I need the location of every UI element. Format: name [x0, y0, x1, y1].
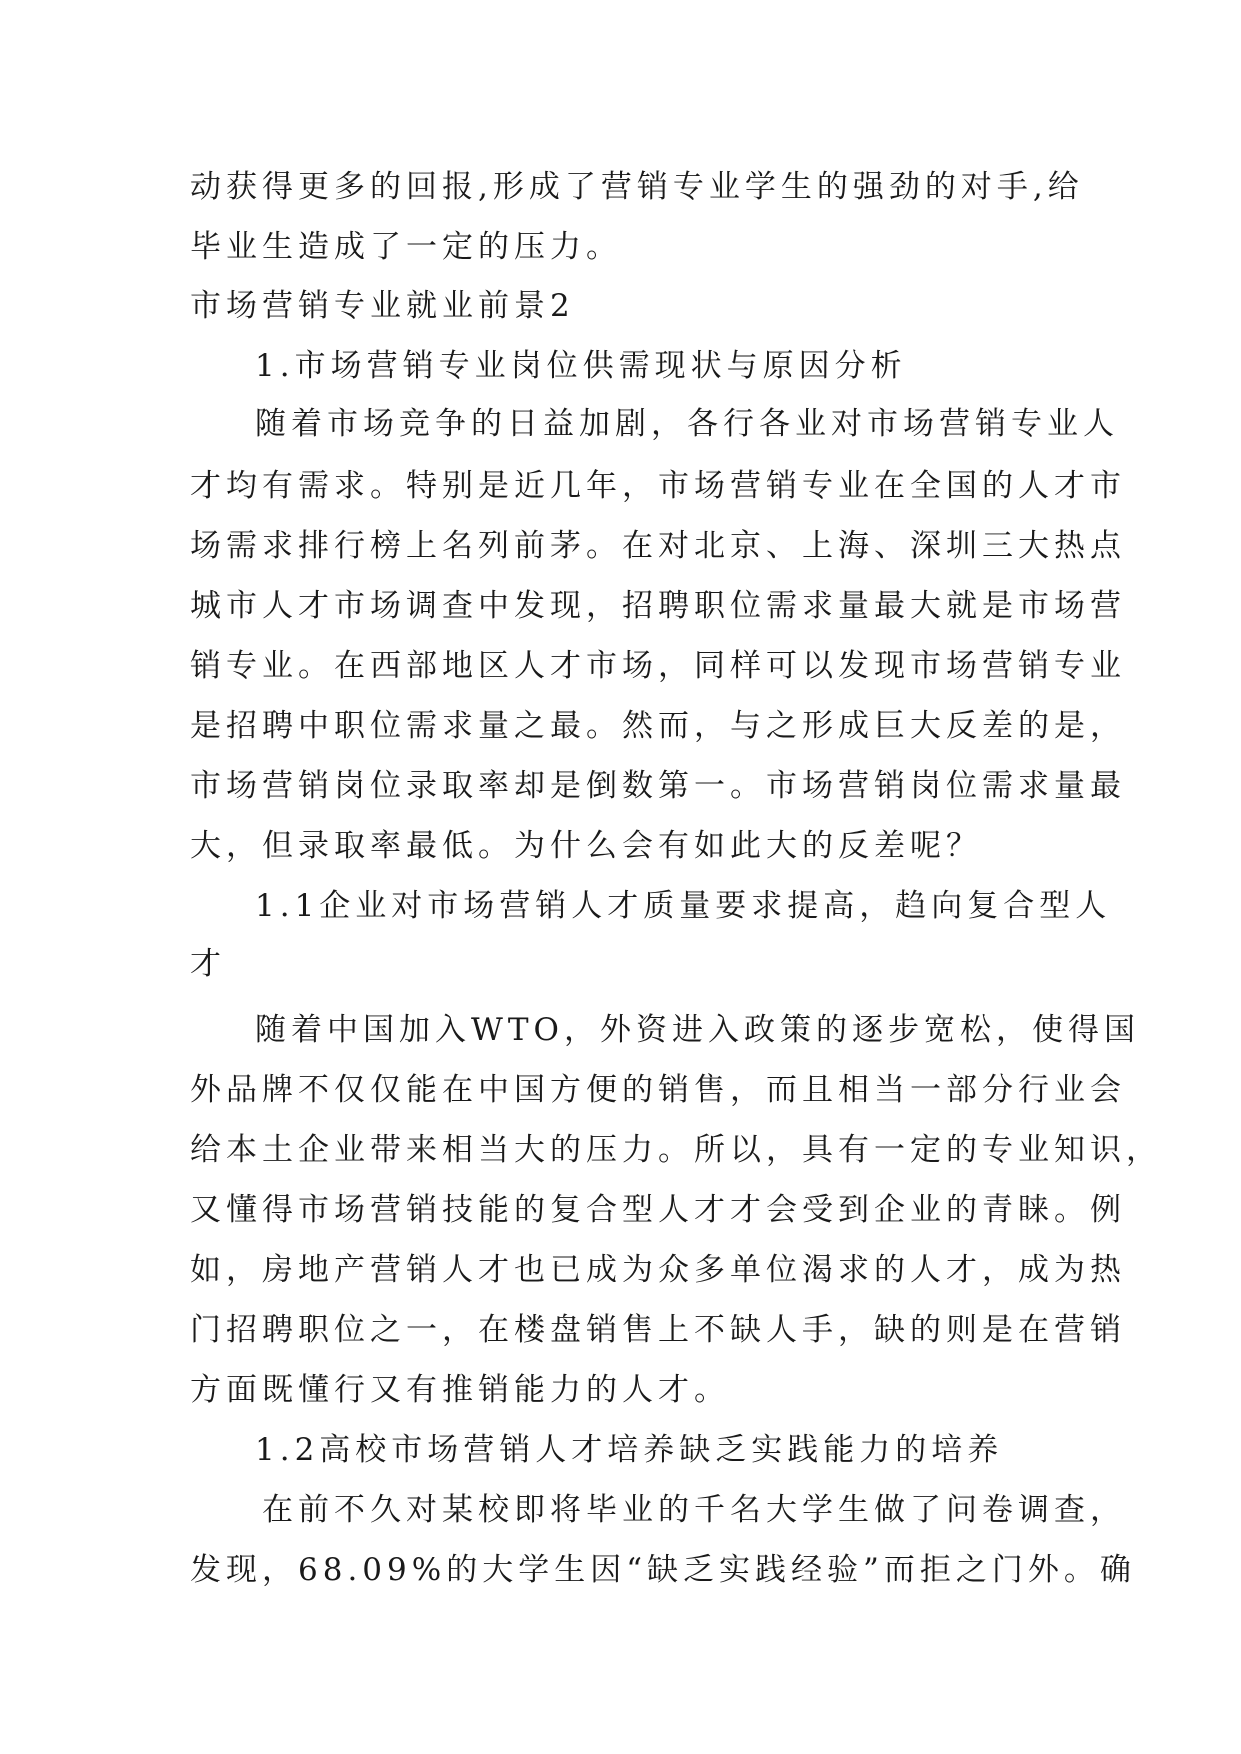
text-line: 大，但录取率最低。为什么会有如此大的反差呢？ [190, 828, 982, 864]
text-line: 城市人才市场调查中发现，招聘职位需求量最大就是市场营 [190, 588, 1126, 624]
text-line: 市场营销岗位录取率却是倒数第一。市场营销岗位需求量最 [190, 768, 1126, 804]
text-line: 门招聘职位之一，在楼盘销售上不缺人手，缺的则是在营销 [190, 1312, 1126, 1348]
text-line: 动获得更多的回报,形成了营销专业学生的强劲的对手,给 [190, 169, 1084, 205]
text-line: 方面既懂行又有推销能力的人才。 [190, 1372, 730, 1408]
text-line: 又懂得市场营销技能的复合型人才才会受到企业的青睐。例 [190, 1192, 1126, 1228]
text-line: 外品牌不仅仅能在中国方便的销售，而且相当一部分行业会 [190, 1072, 1126, 1108]
subsection-heading: 1.市场营销专业岗位供需现状与原因分析 [255, 348, 907, 384]
text-line: 才 [190, 946, 226, 982]
paragraph-first-line: 随着中国加入WTO，外资进入政策的逐步宽松，使得国 [255, 1012, 1140, 1048]
paragraph-first-line: 在前不久对某校即将毕业的千名大学生做了问卷调查， [262, 1492, 1126, 1528]
text-line: 发现，68.09%的大学生因“缺乏实践经验”而拒之门外。确 [190, 1552, 1136, 1588]
subsection-heading: 1.2高校市场营销人才培养缺乏实践能力的培养 [255, 1432, 1004, 1468]
text-line: 毕业生造成了一定的压力。 [190, 229, 622, 265]
subsection-heading: 1.1企业对市场营销人才质量要求提高，趋向复合型人 [255, 888, 1112, 924]
text-line: 如，房地产营销人才也已成为众多单位渴求的人才，成为热 [190, 1252, 1126, 1288]
text-line: 是招聘中职位需求量之最。然而，与之形成巨大反差的是， [190, 708, 1126, 744]
text-line: 销专业。在西部地区人才市场，同样可以发现市场营销专业 [190, 648, 1126, 684]
paragraph-first-line: 随着市场竞争的日益加剧，各行各业对市场营销专业人 [255, 406, 1119, 442]
text-line: 才均有需求。特别是近几年，市场营销专业在全国的人才市 [190, 468, 1126, 504]
text-line: 场需求排行榜上名列前茅。在对北京、上海、深圳三大热点 [190, 528, 1126, 564]
section-heading: 市场营销专业就业前景2 [190, 288, 575, 324]
text-line: 给本土企业带来相当大的压力。所以，具有一定的专业知识， [190, 1132, 1162, 1168]
